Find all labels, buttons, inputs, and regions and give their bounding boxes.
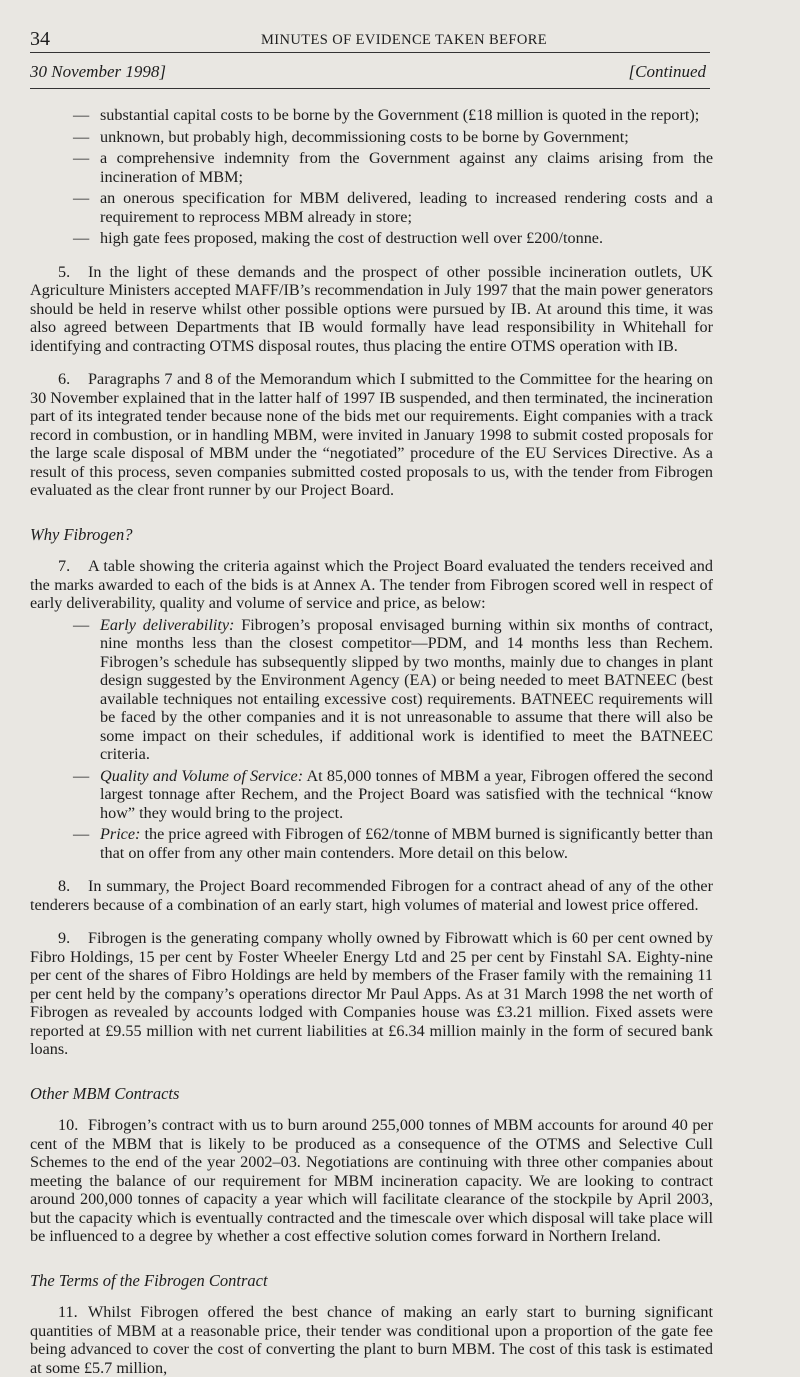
list-item xyxy=(30,189,713,226)
list-item xyxy=(30,106,713,125)
continued-label: [Continued xyxy=(628,62,706,81)
paragraph-5 xyxy=(30,263,713,356)
paragraph-number: 11. xyxy=(58,1303,78,1321)
paragraph-text: In summary, the Project Board recommended Fibrogen for a contract ahead of any of the other tenderers because of a combination of an early start, high volumes of material and lowest price offered. xyxy=(30,877,713,914)
date-line: 30 November 1998] xyxy=(30,62,166,81)
paragraph-number: 10. xyxy=(58,1116,79,1134)
paragraph-number: 8. xyxy=(58,877,71,895)
dash-bullet: — xyxy=(73,127,90,146)
paragraph-8 xyxy=(30,877,713,914)
section-heading-contract-terms: The Terms of the Fibrogen Contract xyxy=(30,1270,268,1290)
dash-bullet: — xyxy=(73,189,90,207)
list-item-text: unknown, but probably high, decommissioning costs to be borne by Government; xyxy=(100,127,629,146)
section-heading-other-contracts: Other MBM Contracts xyxy=(30,1083,180,1103)
dash-bullet: — xyxy=(73,825,90,843)
list-item-lead: Price: xyxy=(100,825,141,843)
list-item xyxy=(30,128,713,147)
paragraph-6 xyxy=(30,370,713,500)
paragraph-text: Fibrogen’s contract with us to burn around 255,000 tonnes of MBM accounts for around 40 per cent of the MBM that is likely to be produced as a consequence of the OTMS and Selective Cull Schemes to the end of the year 2002–03. Negotiations are continuing with three other companies about meeting the balance of our requirement for MBM incineration capacity. We are looking to contract around 200,000 tonnes of capacity a year which will facilitate clearance of the stockpile by April 2003, but the capacity which is eventually contracted and the timescale over which disposal will take place will be influenced to a degree by whether a cost effective solution comes forward in Northern Ireland. xyxy=(30,1116,713,1245)
list-item-text: an onerous specification for MBM delivered, leading to increased rendering costs and a requirement to reprocess MBM already in store; xyxy=(100,189,713,226)
header-title: MINUTES OF EVIDENCE TAKEN BEFORE xyxy=(260,32,548,48)
list-item xyxy=(30,229,713,248)
paragraph-9 xyxy=(30,929,713,1059)
document-body xyxy=(30,106,713,1377)
paragraph-text: Fibrogen is the generating company wholly owned by Fibrowatt which is 60 per cent owned by Fibro Holdings, 15 per cent by Foster Wheeler Energy Ltd and 25 per cent by Finstahl SA. Eighty-nine per cent of the shares of Fibro Holdings are held by members of the Fraser family with the remaining 11 per cent held by the company’s operations director Mr Paul Apps. As at 31 March 1998 the net worth of Fibrogen as revealed by accounts lodged with Companies house was £3.21 million. Fixed assets were reported at £9.55 million with net current liabilities at £6.34 million mainly in the form of secured bank loans. xyxy=(30,929,713,1058)
list-item-lead: Early deliverability: xyxy=(100,615,235,634)
list-item-text: high gate fees proposed, making the cost of destruction well over £200/tonne. xyxy=(100,229,604,247)
paragraph-number: 5. xyxy=(58,262,71,281)
list-item-lead: Quality and Volume of Service: xyxy=(100,766,304,785)
paragraph-text: Whilst Fibrogen offered the best chance of making an early start to burning significant quantities of MBM at a reasonable price, their tender was conditional upon a proportion of the gate fee being advanced to cover the cost of converting the plant to burn MBM. The cost of this task is estimated at some £5.7 million, xyxy=(30,1303,713,1377)
subheader-rule xyxy=(30,88,710,89)
dash-bullet: — xyxy=(73,149,90,167)
paragraph-text: A table showing the criteria against which the Project Board evaluated the tenders received and the marks awarded to each of the bids is at Annex A. The tender from Fibrogen scored well in respect of early deliverability, quality and volume of service and price, as below: xyxy=(30,557,713,612)
paragraph-7 xyxy=(30,557,713,613)
list-item-text: a comprehensive indemnity from the Government against any claims arising from the incineration of MBM; xyxy=(100,149,713,186)
list-item-text: At 85,000 tonnes of MBM a year, Fibrogen offered the second largest tonnage after Rechem, and the Project Board was satisfied with the technical “know how” they would bring to the project. xyxy=(100,766,713,822)
list-item xyxy=(30,149,713,186)
page-number: 34 xyxy=(30,28,50,50)
dash-bullet: — xyxy=(73,766,90,785)
list-item-text: Fibrogen’s proposal envisaged burning within six months of contract, nine months less than the closest competitor—PDM, and 14 months less than Rechem. Fibrogen’s schedule has subsequently slipped by two months, mainly due to changes in plant design suggested by the Environment Agency (EA) or being needed to meet BATNEEC (best available techniques not entailing excessive cost) requirements. BATNEEC requirements will be faced by the other companies and it is not unreasonable to assume that there will also be some impact on their schedules, if additional work is identified to meet the BATNEEC criteria. xyxy=(100,615,713,763)
dash-bullet: — xyxy=(73,615,90,634)
section-heading-why-fibrogen: Why Fibrogen? xyxy=(30,524,133,544)
list-item-text: the price agreed with Fibrogen of £62/tonne of MBM burned is significantly better than that on offer from any other main contenders. More detail on this below. xyxy=(100,825,713,862)
paragraph-11 xyxy=(30,1303,713,1377)
list-item xyxy=(30,616,713,764)
list-item-text: substantial capital costs to be borne by the Government (£18 million is quoted in the report); xyxy=(100,106,700,124)
dash-bullet: — xyxy=(73,106,90,124)
header-rule xyxy=(30,52,710,53)
paragraph-text: In the light of these demands and the prospect of other possible incineration outlets, UK Agriculture Ministers accepted MAFF/IB’s recommendation in July 1997 that the main power generators should be held in reserve whilst other possible options were pursued by IB. At around this time, it was also agreed between Departments that IB would formally have lead responsibility in Whitehall for identifying and contracting OTMS disposal routes, thus placing the entire OTMS operation with IB. xyxy=(30,262,713,355)
paragraph-text: Paragraphs 7 and 8 of the Memorandum which I submitted to the Committee for the hearing on 30 November explained that in the latter half of 1997 IB suspended, and then terminated, the incineration part of its integrated tender because none of the bids met our requirements. Eight companies with a track record in combustion, or in handling MBM, were invited in January 1998 to submit costed proposals for the large scale disposal of MBM under the “negotiated” procedure of the EU Services Directive. As a result of this process, seven companies submitted costed proposals to us, with the tender from Fibrogen evaluated as the clear front runner by our Project Board. xyxy=(30,370,713,499)
paragraph-number: 6. xyxy=(58,370,71,388)
dash-bullet: — xyxy=(73,229,90,247)
list-item xyxy=(30,825,713,862)
running-header xyxy=(30,28,778,52)
paragraph-number: 9. xyxy=(58,929,71,947)
paragraph-number: 7. xyxy=(58,557,71,575)
list-item xyxy=(30,767,713,823)
paragraph-10 xyxy=(30,1116,713,1246)
